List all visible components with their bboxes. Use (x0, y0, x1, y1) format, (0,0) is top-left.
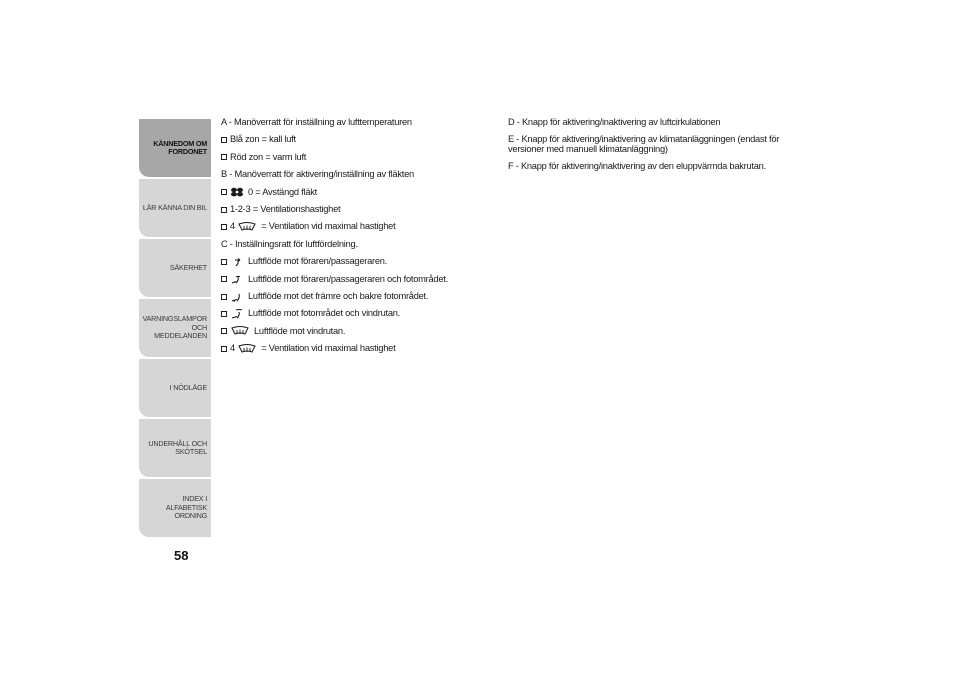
list-item: Luftflöde mot det främre och bakre fotområdet. (221, 288, 491, 305)
tab-label: I NÖDLÄGE (169, 382, 207, 392)
tab-label: INDEX I ALFABETISK ORDNING (165, 494, 207, 521)
fan-icon (230, 187, 244, 197)
list-item: 4 = Ventilation vid maximal hastighet (221, 218, 491, 235)
section-d-text: D - Knapp för aktivering/inaktivering av luftcirkulationen (508, 117, 721, 127)
section-c-title: C - Inställningsratt för luftfördelning. (221, 238, 358, 249)
feet-windshield-icon (230, 309, 244, 319)
checkbox-bullet-icon (221, 311, 227, 317)
list-item: Luftflöde mot föraren/passageraren. (221, 253, 491, 270)
right-column (508, 114, 788, 176)
list-item: Röd zon = varm luft (221, 149, 491, 166)
section-a-title: A - Manöverratt för inställning av lufttemperaturen (221, 117, 412, 127)
list-item: Blå zon = kall luft (221, 131, 491, 148)
list-item: 0 = Avstängd fläkt (221, 184, 491, 201)
tab-index[interactable] (139, 479, 211, 537)
checkbox-bullet-icon (221, 346, 227, 352)
tab-lar-kanna-din-bil[interactable] (139, 179, 211, 237)
defrost-icon (237, 222, 257, 232)
tab-label: UNDERHÅLL OCH SKÖTSEL (148, 438, 207, 456)
list-item: 1-2-3 = Ventilationshastighet (221, 201, 491, 218)
section-e-text: E - Knapp för aktivering/inaktivering av klimatanläggningen (endast för versioner med manuell klimatanläggning) (508, 134, 780, 155)
left-column (221, 114, 491, 357)
page-number: 58 (174, 548, 189, 563)
tab-kannedom-om-fordonet[interactable] (139, 119, 211, 177)
checkbox-bullet-icon (221, 294, 227, 300)
tab-underhall-och-skotsel[interactable] (139, 419, 211, 477)
tab-sakerhet[interactable] (139, 239, 211, 297)
tab-label: LÄR KÄNNA DIN BIL (142, 202, 207, 212)
checkbox-bullet-icon (221, 224, 227, 230)
checkbox-bullet-icon (221, 328, 227, 334)
tab-i-nodlage[interactable] (139, 359, 211, 417)
tab-label: KÄNNEDOM OM FORDONET (153, 138, 207, 156)
feet-icon (230, 292, 244, 302)
face-feet-icon (230, 274, 244, 284)
face-vent-icon (230, 257, 244, 267)
defrost-icon (230, 326, 250, 336)
checkbox-bullet-icon (221, 154, 227, 160)
tab-varningslampor[interactable] (139, 299, 211, 357)
checkbox-bullet-icon (221, 259, 227, 265)
list-item: Luftflöde mot föraren/passageraren och fotområdet. (221, 271, 491, 288)
list-item: 4 = Ventilation vid maximal hastighet (221, 340, 491, 357)
checkbox-bullet-icon (221, 137, 227, 143)
section-b-title: B - Manöverratt för aktivering/inställning av fläkten (221, 169, 414, 180)
section-f-text: F - Knapp för aktivering/inaktivering av den eluppvärmda bakrutan. (508, 161, 766, 172)
checkbox-bullet-icon (221, 189, 227, 195)
tab-label: VARNINGSLAMPOR OCH MEDDELANDEN (142, 314, 207, 341)
checkbox-bullet-icon (221, 276, 227, 282)
tab-label: SÄKERHET (169, 262, 207, 272)
defrost-icon (237, 344, 257, 354)
list-item: Luftflöde mot vindrutan. (221, 323, 491, 340)
list-item: Luftflöde mot fotområdet och vindrutan. (221, 305, 491, 322)
checkbox-bullet-icon (221, 207, 227, 213)
